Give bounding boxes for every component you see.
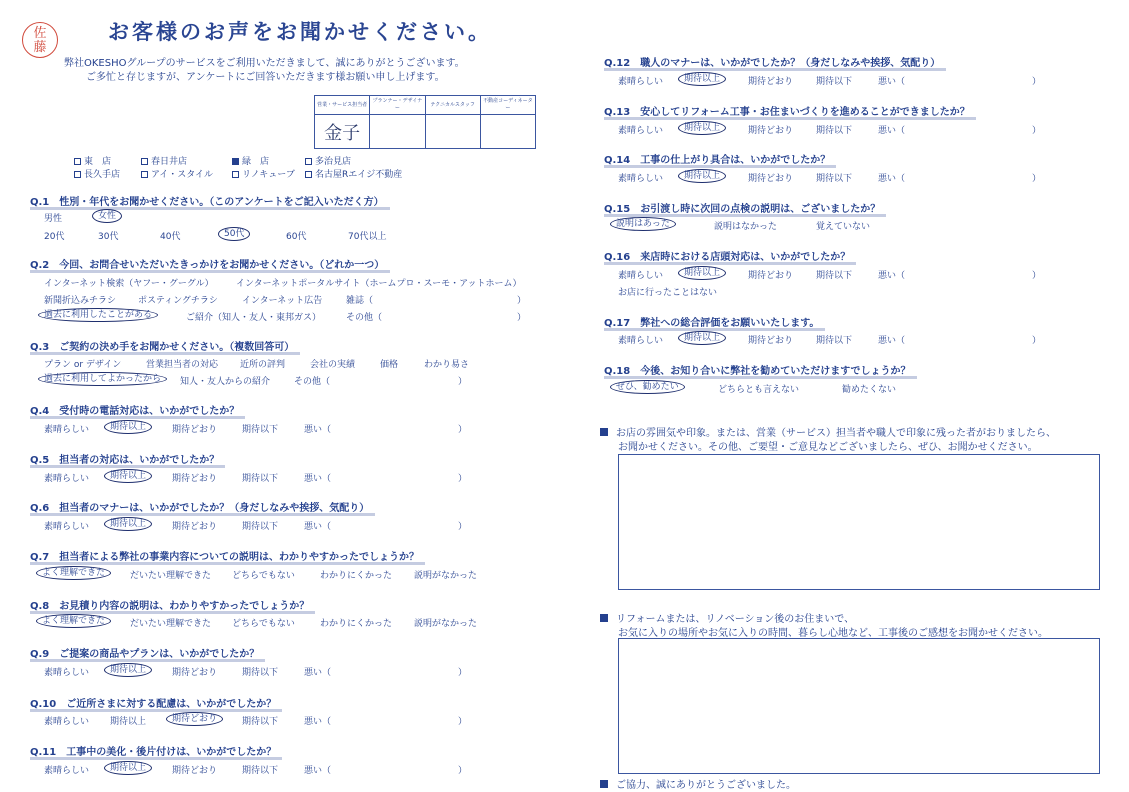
option[interactable]: 知人・友人からの紹介 xyxy=(180,377,271,387)
option[interactable]: 悪い（ xyxy=(878,174,906,184)
comment-box-2[interactable] xyxy=(618,638,1100,774)
option[interactable]: 悪い（ xyxy=(304,766,332,776)
option[interactable]: その他（ xyxy=(294,377,331,387)
option[interactable]: 説明がなかった xyxy=(414,619,478,629)
staff-value-planner[interactable] xyxy=(370,115,425,149)
option[interactable]: 期待以下 xyxy=(816,336,853,346)
paren-close: ） xyxy=(517,296,527,306)
option[interactable]: 20代 xyxy=(44,232,65,242)
question-title: Q.6 担当者のマナーは、いかがでしたか？（身だしなみや挨拶、気配り） xyxy=(30,499,369,514)
option[interactable]: 悪い（ xyxy=(878,126,906,136)
option[interactable]: 期待以下 xyxy=(816,271,853,281)
option[interactable]: 男性 xyxy=(44,214,63,224)
option[interactable]: 期待どおり xyxy=(172,522,218,532)
question-title: Q.5 担当者の対応は、いかがでしたか？ xyxy=(30,451,219,466)
option-selected[interactable]: 期待どおり xyxy=(166,712,223,726)
store-checkbox[interactable]: 緑 店 xyxy=(232,154,269,167)
square-bullet-icon xyxy=(600,780,608,788)
square-bullet-icon xyxy=(600,428,608,436)
option[interactable]: 期待どおり xyxy=(172,668,218,678)
paren-close: ） xyxy=(458,377,468,387)
store-checkbox[interactable]: 多治見店 xyxy=(305,154,351,167)
checkbox-icon xyxy=(74,171,81,178)
question-title: Q.8 お見積り内容の説明は、わかりやすかったでしょうか？ xyxy=(30,597,309,612)
option-selected[interactable]: 女性 xyxy=(92,209,122,223)
question-title: Q.10 ご近所さまに対する配慮は、いかがでしたか？ xyxy=(30,695,276,710)
square-bullet-icon xyxy=(600,614,608,622)
option-selected[interactable]: よく理解できた xyxy=(36,566,111,580)
staff-table xyxy=(314,95,536,149)
option-selected[interactable]: 説明はあった xyxy=(610,217,676,231)
option[interactable]: 素晴らしい xyxy=(618,336,664,346)
question-title: Q.1 性別・年代をお聞かせください。（このアンケートをご記入いただく方） xyxy=(30,193,384,208)
option[interactable]: 価格 xyxy=(380,360,399,370)
option[interactable]: インターネットポータルサイト（ホームプロ・スーモ・アットホーム） xyxy=(236,279,522,289)
question-title: Q.11 工事中の美化・後片付けは、いかがでしたか？ xyxy=(30,743,276,758)
option[interactable]: 期待どおり xyxy=(172,425,218,435)
checkbox-icon xyxy=(141,171,148,178)
option-selected[interactable]: 期待以上 xyxy=(678,331,726,345)
paren-close: ） xyxy=(1032,126,1042,136)
option[interactable]: 30代 xyxy=(98,232,119,242)
option-selected[interactable]: 期待以上 xyxy=(678,169,726,183)
staff-header: テクニカルスタッフ xyxy=(425,96,480,115)
option-selected[interactable]: ぜひ、勧めたい xyxy=(610,380,685,394)
question-title: Q.13 安心してリフォーム工事・お住まいづくりを進めることができましたか？ xyxy=(604,103,970,118)
seal-stamp xyxy=(22,22,58,58)
option[interactable]: 悪い（ xyxy=(304,474,332,484)
store-checkbox[interactable]: リノキューブ xyxy=(232,167,295,180)
option[interactable]: 悪い（ xyxy=(304,425,332,435)
option[interactable]: 悪い（ xyxy=(304,717,332,727)
question-title: Q.3 ご契約の決め手をお聞かせください。（複数回答可） xyxy=(30,338,294,353)
option[interactable]: 60代 xyxy=(286,232,307,242)
checkbox-icon xyxy=(141,158,148,165)
option[interactable]: 期待以下 xyxy=(816,174,853,184)
option[interactable]: 期待以下 xyxy=(242,717,279,727)
option[interactable]: 素晴らしい xyxy=(618,271,664,281)
store-checkbox[interactable]: アイ・スタイル xyxy=(141,167,213,180)
question-title: Q.18 今後、お知り合いに弊社を勧めていただけますでしょうか？ xyxy=(604,362,911,377)
option[interactable]: 期待以下 xyxy=(242,766,279,776)
option-selected[interactable]: 期待以上 xyxy=(678,121,726,135)
option[interactable]: 素晴らしい xyxy=(44,522,90,532)
option[interactable]: 期待以下 xyxy=(242,474,279,484)
option-selected[interactable]: 過去に利用したことがある xyxy=(38,308,158,322)
option[interactable]: 営業担当者の対応 xyxy=(146,360,219,370)
question-title: Q.12 職人のマナーは、いかがでしたか？（身だしなみや挨拶、気配り） xyxy=(604,54,940,69)
staff-value-realestate[interactable] xyxy=(480,115,535,149)
option[interactable]: 素晴らしい xyxy=(44,766,90,776)
option[interactable]: プラン or デザイン xyxy=(44,360,122,370)
option-selected[interactable]: 50代 xyxy=(218,227,250,241)
paren-close: ） xyxy=(1032,174,1042,184)
option[interactable]: 雑誌（ xyxy=(346,296,374,306)
intro-line-2: ご多忙と存じますが、アンケートにご回答いただきます様お願い申し上げます。 xyxy=(86,72,445,83)
option[interactable]: どちらとも言えない xyxy=(718,385,800,395)
seal-char: 佐 xyxy=(33,26,47,41)
staff-header: 不動産コーディネーター xyxy=(480,96,535,115)
store-checkbox[interactable]: 長久手店 xyxy=(74,167,120,180)
paren-close: ） xyxy=(458,522,468,532)
paren-close: ） xyxy=(517,313,527,323)
option[interactable]: 素晴らしい xyxy=(618,174,664,184)
store-checkbox[interactable]: 春日井店 xyxy=(141,154,187,167)
comment-box-1[interactable] xyxy=(618,454,1100,590)
option[interactable]: 期待以下 xyxy=(816,77,853,87)
option[interactable]: 期待どおり xyxy=(748,271,794,281)
option-selected[interactable]: 期待以上 xyxy=(104,761,152,775)
question-title: Q.15 お引渡し時に次回の点検の説明は、ございましたか？ xyxy=(604,200,880,215)
option[interactable]: 悪い（ xyxy=(304,668,332,678)
paren-close: ） xyxy=(1032,271,1042,281)
option[interactable]: 説明がなかった xyxy=(414,571,478,581)
staff-value-sales[interactable]: 金子 xyxy=(315,115,370,149)
option[interactable]: お店に行ったことはない xyxy=(618,288,718,298)
paren-close: ） xyxy=(1032,336,1042,346)
question-title: Q.4 受付時の電話対応は、いかがでしたか？ xyxy=(30,402,239,417)
option[interactable]: 説明はなかった xyxy=(714,222,778,232)
option[interactable]: 期待どおり xyxy=(748,174,794,184)
page-title: お客様のお声をお聞かせください。 xyxy=(108,20,492,44)
option[interactable]: だいたい理解できた xyxy=(130,619,212,629)
option[interactable]: 素晴らしい xyxy=(44,474,90,484)
checkbox-icon xyxy=(232,171,239,178)
option[interactable]: 勧めたくない xyxy=(842,385,897,395)
comment-prompt-1: お店の雰囲気や印象。または、営業（サービス）担当者や職人で印象に残った者がおりましたら、 xyxy=(600,424,1056,439)
option[interactable]: 期待どおり xyxy=(172,474,218,484)
comment-prompt-2: リフォームまたは、リノベーション後のお住まいで、 xyxy=(600,610,854,625)
option-selected[interactable]: 期待以上 xyxy=(104,469,152,483)
staff-header: 営業・サービス担当者 xyxy=(315,96,370,115)
question-title: Q.14 工事の仕上がり具合は、いかがでしたか？ xyxy=(604,151,830,166)
option-selected[interactable]: 期待以上 xyxy=(678,72,726,86)
comment-prompt-2b: お気に入りの場所やお気に入りの時間、暮らし心地など、工事後のご感想をお聞かせください。 xyxy=(618,628,1048,639)
option[interactable]: 期待以上 xyxy=(110,717,147,727)
checkbox-icon xyxy=(74,158,81,165)
option-selected[interactable]: 期待以上 xyxy=(104,517,152,531)
option[interactable]: 素晴らしい xyxy=(618,77,664,87)
question-title: Q.2 今回、お問合せいただいたきっかけをお聞かせください。（どれか一つ） xyxy=(30,256,384,271)
checkbox-icon xyxy=(305,158,312,165)
checkbox-icon xyxy=(305,171,312,178)
option[interactable]: わかりにくかった xyxy=(320,571,393,581)
paren-close: ） xyxy=(458,717,468,727)
option[interactable]: ポスティングチラシ xyxy=(138,296,218,306)
option[interactable]: 期待どおり xyxy=(748,126,794,136)
option[interactable]: 悪い（ xyxy=(878,271,906,281)
option[interactable]: 新聞折込みチラシ xyxy=(44,296,117,306)
option[interactable]: 素晴らしい xyxy=(44,668,90,678)
option[interactable]: 悪い（ xyxy=(304,522,332,532)
paren-close: ） xyxy=(458,474,468,484)
paren-close: ） xyxy=(458,766,468,776)
intro-line-1: 弊社OKESHOグループのサービスをご利用いただきまして、誠にありがとうございます。 xyxy=(64,58,465,69)
option[interactable]: 素晴らしい xyxy=(44,425,90,435)
option[interactable]: ご紹介（知人・友人・東邦ガス） xyxy=(186,313,322,323)
option-selected[interactable]: 過去に利用してよかったから xyxy=(38,372,167,386)
option[interactable]: 期待以下 xyxy=(242,522,279,532)
option[interactable]: どちらでもない xyxy=(232,619,295,629)
option-selected[interactable]: 期待以上 xyxy=(104,420,152,434)
option[interactable]: どちらでもない xyxy=(232,571,295,581)
seal-char: 藤 xyxy=(33,40,47,55)
option[interactable]: 素晴らしい xyxy=(618,126,664,136)
staff-header: プランナー・デザイナー xyxy=(370,96,425,115)
option[interactable]: わかり易さ xyxy=(424,360,470,370)
option[interactable]: 期待どおり xyxy=(748,77,794,87)
option-selected[interactable]: 期待以上 xyxy=(678,266,726,280)
staff-value-technical[interactable] xyxy=(425,115,480,149)
option[interactable]: 期待以下 xyxy=(242,425,279,435)
option[interactable]: 会社の実績 xyxy=(310,360,356,370)
option[interactable]: 期待以下 xyxy=(816,126,853,136)
option[interactable]: 悪い（ xyxy=(878,336,906,346)
option[interactable]: 40代 xyxy=(160,232,181,242)
question-title: Q.9 ご提案の商品やプランは、いかがでしたか？ xyxy=(30,645,259,660)
store-checkbox[interactable]: 東 店 xyxy=(74,154,111,167)
option[interactable]: 悪い（ xyxy=(878,77,906,87)
option[interactable]: 70代以上 xyxy=(348,232,387,242)
option[interactable]: 期待どおり xyxy=(172,766,218,776)
option[interactable]: 覚えていない xyxy=(816,222,871,232)
option-selected[interactable]: よく理解できた xyxy=(36,614,111,628)
option[interactable]: だいたい理解できた xyxy=(130,571,212,581)
paren-close: ） xyxy=(458,425,468,435)
question-title: Q.16 来店時における店頭対応は、いかがでしたか？ xyxy=(604,248,850,263)
paren-close: ） xyxy=(458,668,468,678)
option[interactable]: 近所の評判 xyxy=(240,360,286,370)
option[interactable]: わかりにくかった xyxy=(320,619,393,629)
checkbox-checked-icon xyxy=(232,158,239,165)
option[interactable]: 素晴らしい xyxy=(44,717,90,727)
store-checkbox[interactable]: 名古屋Rエイジ不動産 xyxy=(305,167,402,180)
comment-prompt-1b: お聞かせください。その他、ご要望・ご意見などございましたら、ぜひ、お聞かせください。 xyxy=(618,442,1038,453)
option[interactable]: インターネット検索（ヤフー・グーグル） xyxy=(44,279,214,289)
option-selected[interactable]: 期待以上 xyxy=(104,663,152,677)
option[interactable]: その他（ xyxy=(346,313,383,323)
option[interactable]: 期待どおり xyxy=(748,336,794,346)
thanks-note: ご協力、誠にありがとうございました。 xyxy=(600,776,796,791)
option[interactable]: インターネット広告 xyxy=(242,296,323,306)
option[interactable]: 期待以下 xyxy=(242,668,279,678)
question-title: Q.7 担当者による弊社の事業内容についての説明は、わかりやすかったでしょうか？ xyxy=(30,548,419,563)
question-title: Q.17 弊社への総合評価をお願いいたします。 xyxy=(604,314,819,329)
paren-close: ） xyxy=(1032,77,1042,87)
